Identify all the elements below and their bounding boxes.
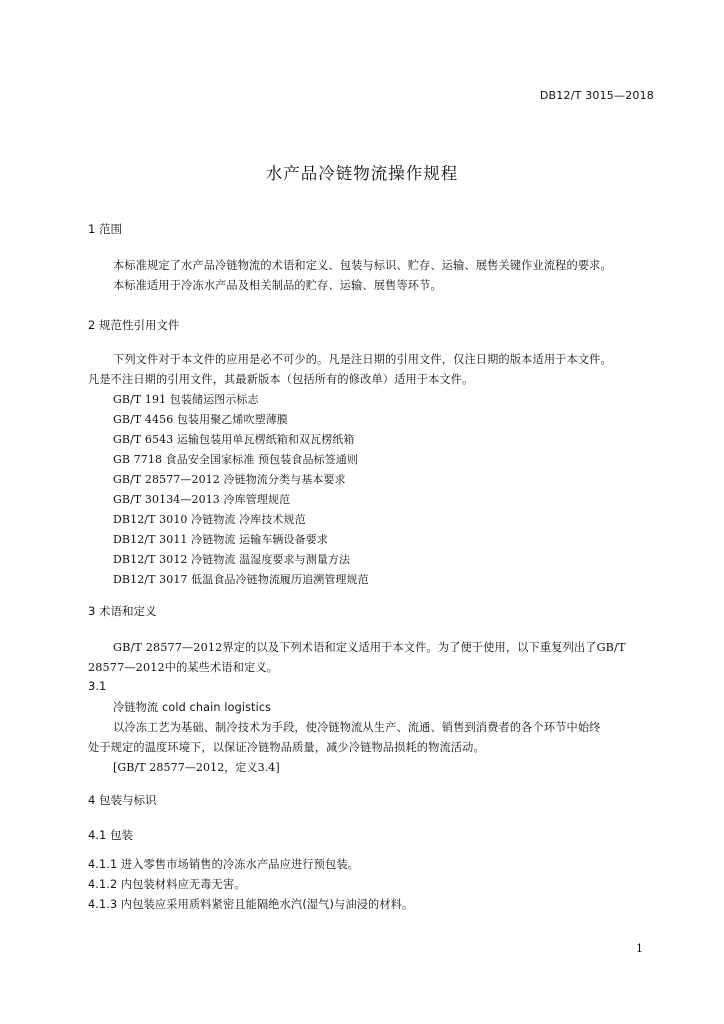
reference-item: GB/T 4456 包装用聚乙烯吹塑薄膜: [113, 413, 288, 426]
term-definition-line-1: 以冷冻工艺为基础、制冷技术为手段，使冷链物流从生产、流通、销售到消费者的各个环节中始终: [113, 721, 601, 734]
section-3-paragraph-line-1: GB/T 28577—2012界定的以及下列术语和定义适用于本文件。为了便于使用，以下重复列出了GB/T: [113, 641, 626, 654]
term-source: [GB/T 28577—2012，定义3.4]: [113, 761, 280, 774]
clause-item: 4.1.3 内包装应采用质料紧密且能隔绝水汽(湿气)与油浸的材料。: [88, 898, 414, 911]
term-definition-line-2: 处于规定的温度环境下，以保证冷链物品质量，减少冷链物品损耗的物流活动。: [88, 741, 485, 754]
reference-item: GB/T 191 包装储运图示标志: [113, 393, 259, 406]
term-heading: 冷链物流 cold chain logistics: [113, 701, 272, 714]
clause-item: 4.1.2 内包装材料应无毒无害。: [88, 878, 246, 891]
reference-item: GB/T 6543 运输包装用单瓦楞纸箱和双瓦楞纸箱: [113, 433, 355, 446]
section-2-paragraph-line-1: 下列文件对于本文件的应用是必不可少的。凡是注日期的引用文件，仅注日期的版本适用于本文件。: [113, 353, 612, 366]
reference-item: GB 7718 食品安全国家标准 预包装食品标签通则: [113, 453, 358, 466]
reference-item: DB12/T 3017 低温食品冷链物流履历追溯管理规范: [113, 573, 369, 586]
reference-item: GB/T 28577—2012 冷链物流分类与基本要求: [113, 473, 346, 486]
reference-item: DB12/T 3012 冷链物流 温湿度要求与测量方法: [113, 553, 351, 566]
section-3-heading: 3 术语和定义: [88, 604, 157, 618]
section-3-paragraph-line-2: 28577—2012中的某些术语和定义。: [88, 661, 279, 674]
document-code: DB12/T 3015—2018: [539, 89, 654, 102]
clause-item: 4.1.1 进入零售市场销售的冷冻水产品应进行预包装。: [88, 858, 360, 871]
reference-item: DB12/T 3011 冷链物流 运输车辆设备要求: [113, 533, 328, 546]
section-2-heading: 2 规范性引用文件: [88, 318, 180, 332]
subsection-3-1-number: 3.1: [88, 679, 107, 693]
document-title: 水产品冷链物流操作规程: [265, 164, 459, 183]
reference-item: GB/T 30134—2013 冷库管理规范: [113, 493, 291, 506]
section-2-paragraph-line-2: 凡是不注日期的引用文件，其最新版本（包括所有的修改单）适用于本文件。: [88, 373, 474, 386]
section-4-heading: 4 包装与标识: [88, 793, 157, 807]
reference-item: DB12/T 3010 冷链物流 冷库技术规范: [113, 513, 306, 526]
section-1-paragraph-2: 本标准适用于冷冻水产品及相关制品的贮存、运输、展售等环节。: [113, 279, 442, 292]
subsection-4-1-heading: 4.1 包装: [88, 828, 133, 842]
section-1-heading: 1 范围: [88, 222, 122, 236]
section-1-paragraph-1: 本标准规定了水产品冷链物流的术语和定义、包装与标识、贮存、运输、展售关键作业流程的要求。: [113, 259, 612, 272]
page-number: 1: [636, 942, 643, 955]
